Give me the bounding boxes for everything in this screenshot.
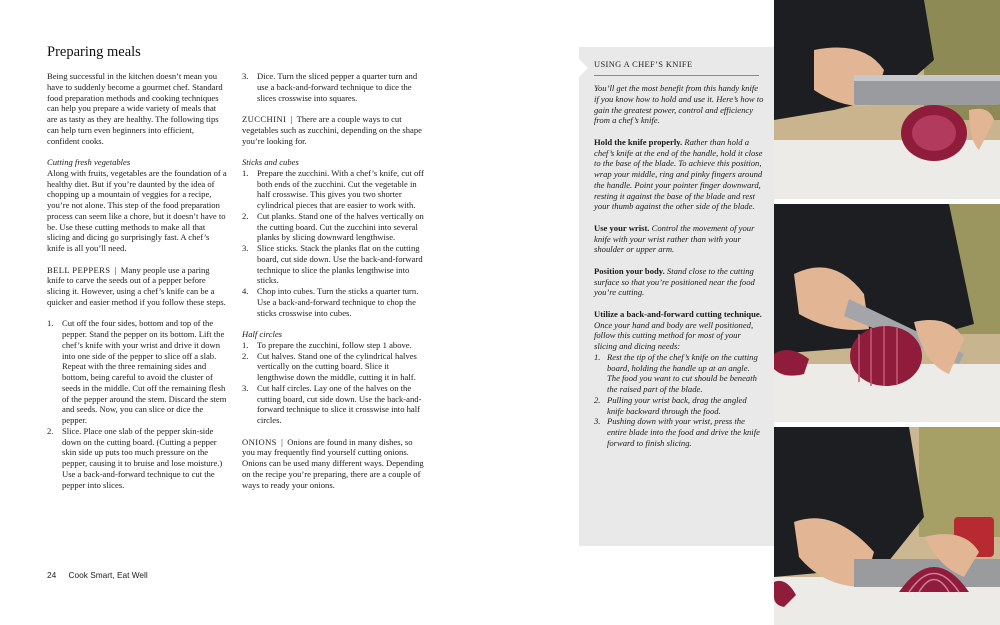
list-item (242, 243, 424, 286)
step-number: 1. (594, 351, 601, 362)
photo-hold-knife (774, 0, 1000, 199)
step-text: Cut off the four sides, bottom and top of the pepper. Stand the pepper on its bottom. Lift the chef’s knife with your wrist and drive it down into one side of the pepper to slice off a slab. Repeat with the three remaining sides and bottom, being careful to avoid the cluster of seeds in the middle. Cut off the remaining flesh of the pepper around the stem. Discard the stem and seeds. Now, you can slice or dice the pepper. (62, 318, 227, 425)
sidebar-steps-list (594, 352, 764, 449)
sidebar-item (594, 309, 764, 352)
list-item (47, 318, 227, 426)
list-item (242, 286, 424, 318)
list-item (594, 395, 764, 417)
step-number: 2. (594, 394, 601, 405)
text-column-1 (47, 71, 227, 501)
list-item (47, 426, 227, 491)
step-text: Prepare the zucchini. With a chef’s knife, cut off both ends of the zucchini. Cut the vegetable in half crosswise. This gives you two shorter cylindrical pieces that are easier to work with. (257, 167, 424, 210)
list-item (242, 168, 424, 211)
half-circles-heading: Half circles (242, 329, 283, 339)
step-number: 2. (47, 425, 54, 436)
zucchini-label: ZUCCHINI (242, 114, 287, 124)
sidebar-item-text: Control the movement of your knife with your wrist rather than with your shoulder or upper arm. (594, 222, 755, 255)
zucchini-paragraph: ZUCCHINI | There are a couple ways to cut vegetables such as zucchini, depending on the shape you’re looking for. (242, 114, 422, 146)
bell-peppers-intro: Many people use a paring knife to carve the seeds out of a pepper before slicing it. However, using a chef’s knife can be a quicker and easier method if you follow these steps. (47, 264, 226, 307)
step-text: Slice sticks. Stack the planks flat on the cutting board, cut side down. Use the back-and-forward technique to slice the planks lengthwise into sticks. (257, 243, 423, 286)
sidebar-item-text: Stand close to the cutting surface so that you’re positioned near the food you’re cutting. (594, 265, 755, 298)
photo-strip (774, 0, 1000, 625)
zucchini-intro: There are a couple ways to cut vegetables such as zucchini, depending on the shape you’re looking for. (242, 114, 422, 146)
sidebar-body (594, 83, 764, 459)
page-title: Preparing meals (47, 44, 141, 60)
step-number: 3. (242, 243, 249, 253)
sidebar-item-title: Utilize a back-and-forward cutting technique. (594, 308, 762, 319)
step-number: 1. (47, 318, 54, 329)
sidebar-notch (579, 59, 588, 77)
step-number: 4. (242, 286, 249, 296)
book-title: Cook Smart, Eat Well (68, 570, 148, 580)
text-column-2 (242, 71, 424, 501)
sidebar-item-title: Hold the knife properly. (594, 136, 683, 147)
sidebar-item-title: Use your wrist. (594, 222, 650, 233)
half-circles-steps-list (242, 340, 424, 426)
step-number: 1. (242, 167, 249, 178)
list-item (242, 383, 424, 426)
list-item (242, 340, 424, 351)
step-text: Cut planks. Stand one of the halves vertically on the cutting board. Cut the zucchini into several planks by slicing downward lengthwise. (257, 210, 424, 243)
sidebar-heading: USING A CHEF’S KNIFE (594, 60, 759, 76)
step-text: Rest the tip of the chef’s knife on the cutting board, holding the handle up at an angle. The food you want to cut should be beneath the raised part of the blade. (607, 351, 758, 394)
photo-half-circles (774, 427, 1000, 625)
page-number: 24 (47, 570, 57, 580)
list-item (594, 416, 764, 448)
sticks-steps-list (242, 168, 424, 319)
step-text: Cut halves. Stand one of the cylindrical halves vertically on the cutting board. Slice it lengthwise down the middle, cutting it in half. (257, 350, 417, 382)
step-number: 3. (242, 382, 249, 393)
sidebar-item (594, 223, 764, 255)
sidebar-item-text: Rather than hold a chef’s knife at the end of the handle, hold it close to the base of the blade. To achieve this position, wrap your middle, ring and pinky fingers around the handle. Point your pointer finger downward, resting it against the base of the blade and rest your thumb against the other side of the blade. (594, 136, 763, 212)
sidebar-intro: You’ll get the most benefit from this handy knife if you know how to hold and use it. Here’s how to gain the greatest power, control and efficiency from a chef’s knife. (594, 83, 764, 126)
photo-slice-onion (774, 204, 1000, 422)
step-number: 2. (242, 210, 249, 221)
step-text: Chop into cubes. Turn the sticks a quarter turn. Use a back-and-forward technique to chop the sticks crosswise into cubes. (257, 286, 419, 318)
sidebar-item-text: Once your hand and body are well positioned, follow this cutting method for most of your slicing and dicing needs: (594, 319, 754, 351)
step-number: 3. (242, 71, 249, 81)
sidebar-item (594, 137, 764, 212)
cutting-heading: Cutting fresh vegetables (47, 157, 131, 167)
step-number: 2. (242, 350, 249, 361)
sidebar-item-title: Position your body. (594, 265, 665, 276)
bell-peppers-label: BELL PEPPERS (47, 264, 111, 275)
step-number: 3. (594, 416, 601, 427)
photo-hold-knife-image (774, 0, 1000, 199)
sidebar-box (579, 47, 774, 546)
onions-text: Onions are found in many dishes, so you may frequently find yourself cutting onions. Onions can be used many different ways. Depending on the recipe you’re preparing, there are a couple of ways to ready your onions. (242, 436, 424, 490)
list-item (242, 211, 424, 243)
list-item (242, 71, 424, 103)
step-text: Cut half circles. Lay one of the halves on the cutting board, cut side down. Use the back-and-forward technique to slice it crosswise into half circles. (257, 382, 422, 425)
bell-steps-list (47, 318, 227, 490)
step-text: Dice. Turn the sliced pepper a quarter turn and use a back-and-forward technique to dice the slices crosswise into squares. (257, 71, 418, 103)
step-text: Slice. Place one slab of the pepper skin-side down on the cutting board. (Cutting a pepper skin side up puts too much pressure on the pepper, causing it to bruise and lose moisture.) Use a back-and-forward technique to cut the pepper into slices. (62, 425, 223, 490)
list-item (242, 351, 424, 383)
step-text: Pushing down with your wrist, press the entire blade into the food and drive the knife forward to finish slicing. (607, 416, 760, 448)
cutting-paragraph: Along with fruits, vegetables are the foundation of a healthy diet. But if you’re daunted by the idea of chopping up a mountain of veggies for a recipe, you’re not alone. This step of the food preparation process can seem like a chore, but it doesn’t have to be. Use these cutting methods to make all that slicing and dicing go surprisingly fast. A chef’s knife is all you’ll need. (47, 167, 227, 253)
page-footer (47, 570, 148, 580)
photo-slice-onion-image (774, 204, 1000, 422)
bell-steps-list-continued (242, 71, 424, 103)
onions-paragraph: ONIONS | Onions are found in many dishes, so you may frequently find yourself cutting onions. Onions can be used many different ways. Depending on the recipe you’re preparing, there are a couple of ways to ready your onions. (242, 436, 424, 490)
step-text: Pulling your wrist back, drag the angled knife backward through the food. (607, 394, 747, 416)
step-number: 1. (242, 339, 249, 350)
onions-label: ONIONS (242, 436, 277, 447)
photo-half-circles-image (774, 427, 1000, 625)
sticks-heading: Sticks and cubes (242, 157, 299, 167)
step-text: To prepare the zucchini, follow step 1 above. (257, 339, 412, 350)
list-item (594, 352, 764, 395)
sidebar-item (594, 266, 764, 298)
bell-peppers-paragraph: BELL PEPPERS | Many people use a paring knife to carve the seeds out of a pepper before slicing it. However, using a chef’s knife can be a quicker and easier method if you follow these steps. (47, 264, 226, 307)
intro-paragraph: Being successful in the kitchen doesn’t mean you have to suddenly become a gourmet chef. Standard food preparation methods and cooking techniques can help you prepare a wide variety of meals that are as tasty as they are healthy. The following tips can help turn even beginners into efficient, confident cooks. (47, 71, 223, 146)
